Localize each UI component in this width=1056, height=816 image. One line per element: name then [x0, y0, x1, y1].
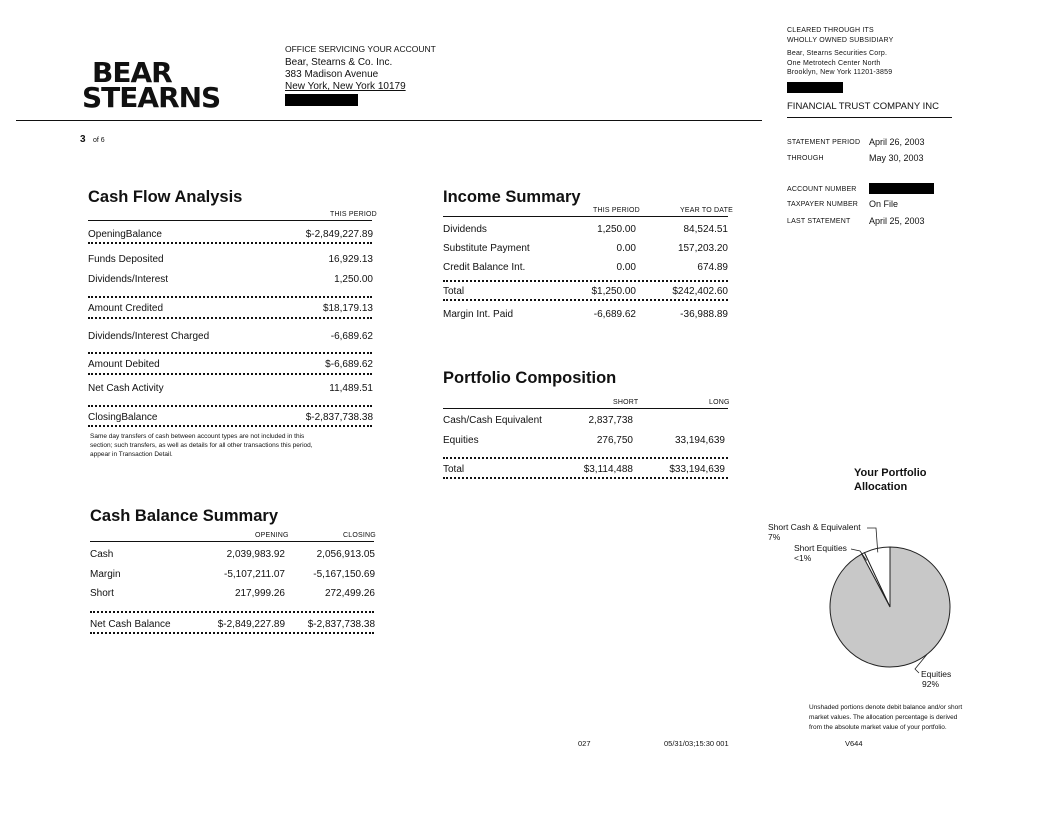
cleared-line-2: WHOLLY OWNED SUBSIDIARY [787, 36, 894, 44]
income-divider [443, 280, 728, 282]
short-equities-pct: <1% [794, 553, 812, 563]
portfolio-total-short: $3,114,488 [583, 464, 633, 475]
cash-flow-value: 16,929.13 [328, 254, 373, 265]
last-statement-value: April 25, 2003 [869, 216, 925, 226]
company-rule [787, 117, 952, 118]
income-this-period: 1,250.00 [597, 224, 636, 235]
cash-flow-label: Amount Debited [88, 359, 160, 370]
taxpayer-value: On File [869, 199, 899, 209]
equities-label-text: Equities [921, 669, 952, 679]
cash-balance-closing: 2,056,913.05 [316, 549, 375, 560]
cash-flow-note [90, 432, 313, 459]
cash-flow-label: Dividends/Interest [88, 274, 169, 285]
short-cash-label-text: Short Cash & Equivalent [768, 522, 861, 532]
portfolio-divider [443, 457, 728, 459]
last-statement-label: LAST STATEMENT [787, 218, 851, 225]
cash-balance-divider [90, 632, 374, 634]
income-ytd: -36,988.89 [680, 309, 728, 320]
cash-balance-opening: 2,039,983.92 [226, 549, 285, 560]
portfolio-title: Portfolio Composition [443, 369, 617, 387]
page-number-total: of 6 [93, 137, 105, 144]
footer-code-1: 027 [578, 739, 591, 748]
cash-flow-divider [88, 352, 372, 354]
portfolio-label: Equities [443, 435, 479, 446]
cash-balance-title: Cash Balance Summary [90, 507, 279, 525]
portfolio-long: 33,194,639 [674, 435, 725, 446]
page-number [80, 129, 105, 147]
cash-flow-divider [88, 296, 372, 298]
allocation-note-line: from the absolute market value of your portfolio. [809, 724, 947, 731]
income-ytd: 84,524.51 [683, 224, 728, 235]
cleared-block [787, 26, 894, 78]
statement-period-value: April 26, 2003 [869, 137, 925, 147]
allocation-title-line-2: Allocation [854, 481, 908, 493]
cleared-line-4: One Metrotech Center North [787, 59, 881, 67]
footer-code-2: V644 [845, 739, 863, 748]
allocation-note [809, 703, 962, 733]
equities-pct: 92% [922, 679, 940, 689]
cash-flow-value: $-2,849,227.89 [305, 229, 373, 240]
cash-balance-label: Cash [90, 549, 114, 560]
cash-flow-header-rule [88, 220, 372, 221]
cash-balance-closing: 272,499.26 [324, 588, 375, 599]
cash-flow-value: $-6,689.62 [325, 359, 373, 370]
cash-balance-col-closing: CLOSING [343, 532, 376, 539]
portfolio-label: Cash/Cash Equivalent [443, 415, 542, 426]
through-value: May 30, 2003 [869, 153, 924, 163]
statement-period-label: STATEMENT PERIOD [787, 139, 861, 146]
cash-flow-value: $-2,837,738.38 [305, 412, 373, 423]
cash-flow-divider [88, 317, 372, 319]
through-label: THROUGH [787, 155, 824, 162]
office-line-2: 383 Madison Avenue [285, 69, 379, 80]
allocation-note-line: market values. The allocation percentage is derived [809, 714, 958, 721]
short-cash-pct: 7% [768, 532, 781, 542]
income-label: Substitute Payment [443, 243, 530, 254]
income-this-period: -6,689.62 [593, 309, 636, 320]
income-label: Credit Balance Int. [443, 262, 526, 273]
cash-flow-label: Amount Credited [88, 303, 164, 314]
cash-flow-divider [88, 425, 372, 427]
income-col-this-period: THIS PERIOD [593, 207, 640, 214]
income-header-rule [443, 216, 728, 217]
income-label: Dividends [443, 224, 487, 235]
bear-stearns-logo [82, 56, 221, 114]
office-heading: OFFICE SERVICING YOUR ACCOUNT [285, 44, 436, 54]
company-name: FINANCIAL TRUST COMPANY INC [787, 101, 940, 112]
income-this-period: 0.00 [616, 243, 636, 254]
cash-flow-divider [88, 242, 372, 244]
redacted-block [787, 82, 843, 93]
cash-flow-label: Dividends/Interest Charged [88, 331, 210, 342]
office-line-3: New York, New York 10179 [285, 81, 406, 92]
income-ytd: 674.89 [697, 262, 728, 273]
cash-balance-closing: -5,167,150.69 [313, 569, 375, 580]
cleared-line-5: Brooklyn, New York 11201-3859 [787, 69, 893, 76]
income-ytd: 157,203.20 [677, 243, 728, 254]
cash-balance-divider [90, 611, 374, 613]
cash-flow-label: Funds Deposited [88, 254, 164, 265]
cash-flow-value: -6,689.62 [330, 331, 373, 342]
office-block [285, 44, 436, 92]
header-rule [16, 120, 762, 121]
income-total-ytd: $242,402.60 [672, 286, 728, 297]
cash-balance-opening: 217,999.26 [234, 588, 285, 599]
portfolio-short: 2,837,738 [588, 415, 633, 426]
cash-flow-value: 11,489.51 [329, 383, 373, 394]
logo-line-1: BEAR [92, 56, 172, 89]
cash-balance-label: Short [90, 588, 114, 599]
allocation-pie-chart [760, 515, 1000, 695]
cash-flow-title: Cash Flow Analysis [88, 188, 243, 206]
cleared-line-1: CLEARED THROUGH ITS [787, 27, 874, 34]
short-equities-label-text: Short Equities [794, 543, 847, 553]
page-number-current: 3 [80, 134, 86, 145]
income-total-label: Total [443, 286, 465, 297]
cash-flow-value: $18,179.13 [322, 303, 373, 314]
cash-flow-col-header: THIS PERIOD [330, 211, 377, 218]
footer-timestamp: 05/31/03;15:30 001 [664, 739, 729, 748]
cash-flow-divider [88, 373, 372, 375]
cash-balance-label: Margin [90, 569, 121, 580]
account-number-label: ACCOUNT NUMBER [787, 186, 857, 193]
net-cash-balance-closing: $-2,837,738.38 [307, 619, 375, 630]
cash-flow-note-line: appear in Transaction Detail. [90, 451, 173, 458]
allocation-title-line-1: Your Portfolio [854, 467, 927, 479]
cleared-line-3: Bear, Stearns Securities Corp. [787, 50, 888, 57]
net-cash-balance-opening: $-2,849,227.89 [217, 619, 285, 630]
income-summary-title: Income Summary [443, 188, 581, 206]
income-divider [443, 299, 728, 301]
portfolio-col-short: SHORT [613, 399, 639, 406]
portfolio-divider [443, 477, 728, 479]
portfolio-total-long: $33,194,639 [669, 464, 725, 475]
cash-balance-col-opening: OPENING [255, 532, 289, 539]
portfolio-col-long: LONG [709, 399, 730, 406]
logo-line-2: STEARNS [82, 81, 221, 114]
income-this-period: 0.00 [616, 262, 636, 273]
allocation-title [854, 466, 927, 494]
portfolio-header-rule [443, 408, 728, 409]
taxpayer-label: TAXPAYER NUMBER [787, 201, 859, 208]
cash-flow-divider [88, 405, 372, 407]
net-cash-balance-label: Net Cash Balance [90, 619, 171, 630]
cash-balance-opening: -5,107,211.07 [224, 569, 285, 580]
office-line-1: Bear, Stearns & Co. Inc. [285, 57, 393, 68]
allocation-note-line: Unshaded portions denote debit balance and/or short [809, 704, 963, 711]
cash-balance-header-rule [90, 541, 374, 542]
portfolio-total-label: Total [443, 464, 465, 475]
income-col-ytd: YEAR TO DATE [680, 207, 733, 214]
pie-slices [830, 547, 950, 667]
income-label: Margin Int. Paid [443, 309, 514, 320]
cash-flow-label: OpeningBalance [88, 229, 162, 240]
income-total-this-period: $1,250.00 [591, 286, 636, 297]
pie-slice-equities [830, 547, 950, 667]
portfolio-short: 276,750 [596, 435, 633, 446]
redacted-account-number [869, 183, 934, 194]
cash-flow-note-line: Same day transfers of cash between account types are not included in this [90, 433, 305, 440]
cash-flow-note-line: section; such transfers, as well as details for all other transactions this period, [90, 442, 313, 449]
cash-flow-label: Net Cash Activity [88, 383, 164, 394]
redacted-block [285, 94, 358, 106]
cash-flow-label: ClosingBalance [88, 412, 158, 423]
cash-flow-value: 1,250.00 [334, 274, 373, 285]
